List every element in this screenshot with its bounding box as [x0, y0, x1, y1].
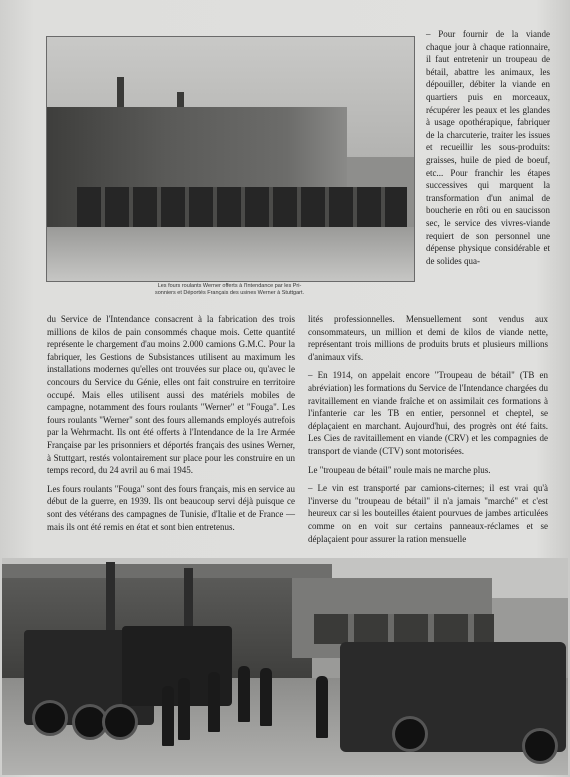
paragraph: – Pour fournir de la viande chaque jour à chaque rationnaire, il faut entretenir un troupeau de bétail, abattre les animaux, les dépouiller, débiter la viande en quartiers puis en morceaux, récupérer les peaux et les glandes à usage opothérapique, fabriquer de la charcuterie, traiter les issues et recueillir les sous-produits: graisses, huile de pied de boeuf, etc... Pour franchir les étapes successives qui marquent la transformation d'un animal de boucherie en rôti ou en saucisson sec, le service des vivres-viande requiert de son personnel une dépense physique considérable et de solides qua-	[426, 29, 550, 266]
paragraph: – En 1914, on appelait encore "Troupeau de bétail" (TB en abréviation) les formations du Service de l'Intendance chargées du ravitaillement en viande fraîche et on assimilait ces formations à l'infanterie car les TB en entier, personnel et cheptel, se déplaçaient en marchant. Aujourd'hui, des progrès ont été faits. Les Cies de ravitaillement en viande (CRV) et les compagnies de transport de viande (CTV) sont motorisées.	[308, 370, 548, 456]
photo-werner-ovens	[46, 36, 415, 282]
paragraph: lités professionnelles. Mensuellement sont vendus aux consommateurs, un million et demi de kilos de viande nette, représentant trois millions de produits bruts et plusieurs millions d'animaux vifs.	[308, 314, 548, 362]
paragraph: du Service de l'Intendance consacrent à la fabrication des trois millions de kilos de pain consommés chaque mois. Cette quantité représente le chargement d'au moins 2.000 camions G.M.C. Pour la fabriquer, les Gestions de Subsistances utilisent au maximum les installations modernes qu'elles ont trouvées sur place ou, qu'avec le concours du Service du Génie, elles ont fait construire en territoire occupé. Mais elles utilisent aussi des matériels mobiles de campagne, notamment des fours roulants "Werner" et "Fouga". Les fours roulants "Werner" sont des fours allemands employés autrefois par la Wehrmacht. Ils ont été offerts à l'Intendance de la 1re Armée Française par les prisonniers et déportés français des usines Werner, à Stuttgart, restés volontairement sur place pour les construire en un temps record, du 24 avril au 6 mai 1945.	[47, 314, 295, 476]
photo-caption: Les fours roulants Werner offerts à l'Intendance par les Pri- sonniers et Déportés Français des usines Werner à Stuttgart.	[154, 283, 305, 296]
paragraph: – Le vin est transporté par camions-citernes; il est vrai qu'à l'inverse du "troupeau de bétail" il n'a jamais "marché" et c'est heureux car si les bouteilles étaient pourvues de jambes articulées comme on en voit sur certains panneaux-réclames et se déplaçaient pour assurer la ration mensuelle	[308, 483, 548, 544]
text-column-left	[47, 313, 295, 539]
text-column-top-right	[426, 28, 550, 273]
paragraph: Le "troupeau de bétail" roule mais ne marche plus.	[308, 464, 491, 475]
text-column-right	[308, 313, 548, 551]
paragraph: Les fours roulants "Fouga" sont des fours français, mis en service au début de la guerre, en 1939. Ils ont beaucoup servi déjà puisque ce sont des vétérans des campagnes de Tunisie, d'Italie et de France — mais ils ont été remis en état et sont bien entretenus.	[47, 483, 295, 532]
photo-field-bakery	[2, 558, 568, 775]
